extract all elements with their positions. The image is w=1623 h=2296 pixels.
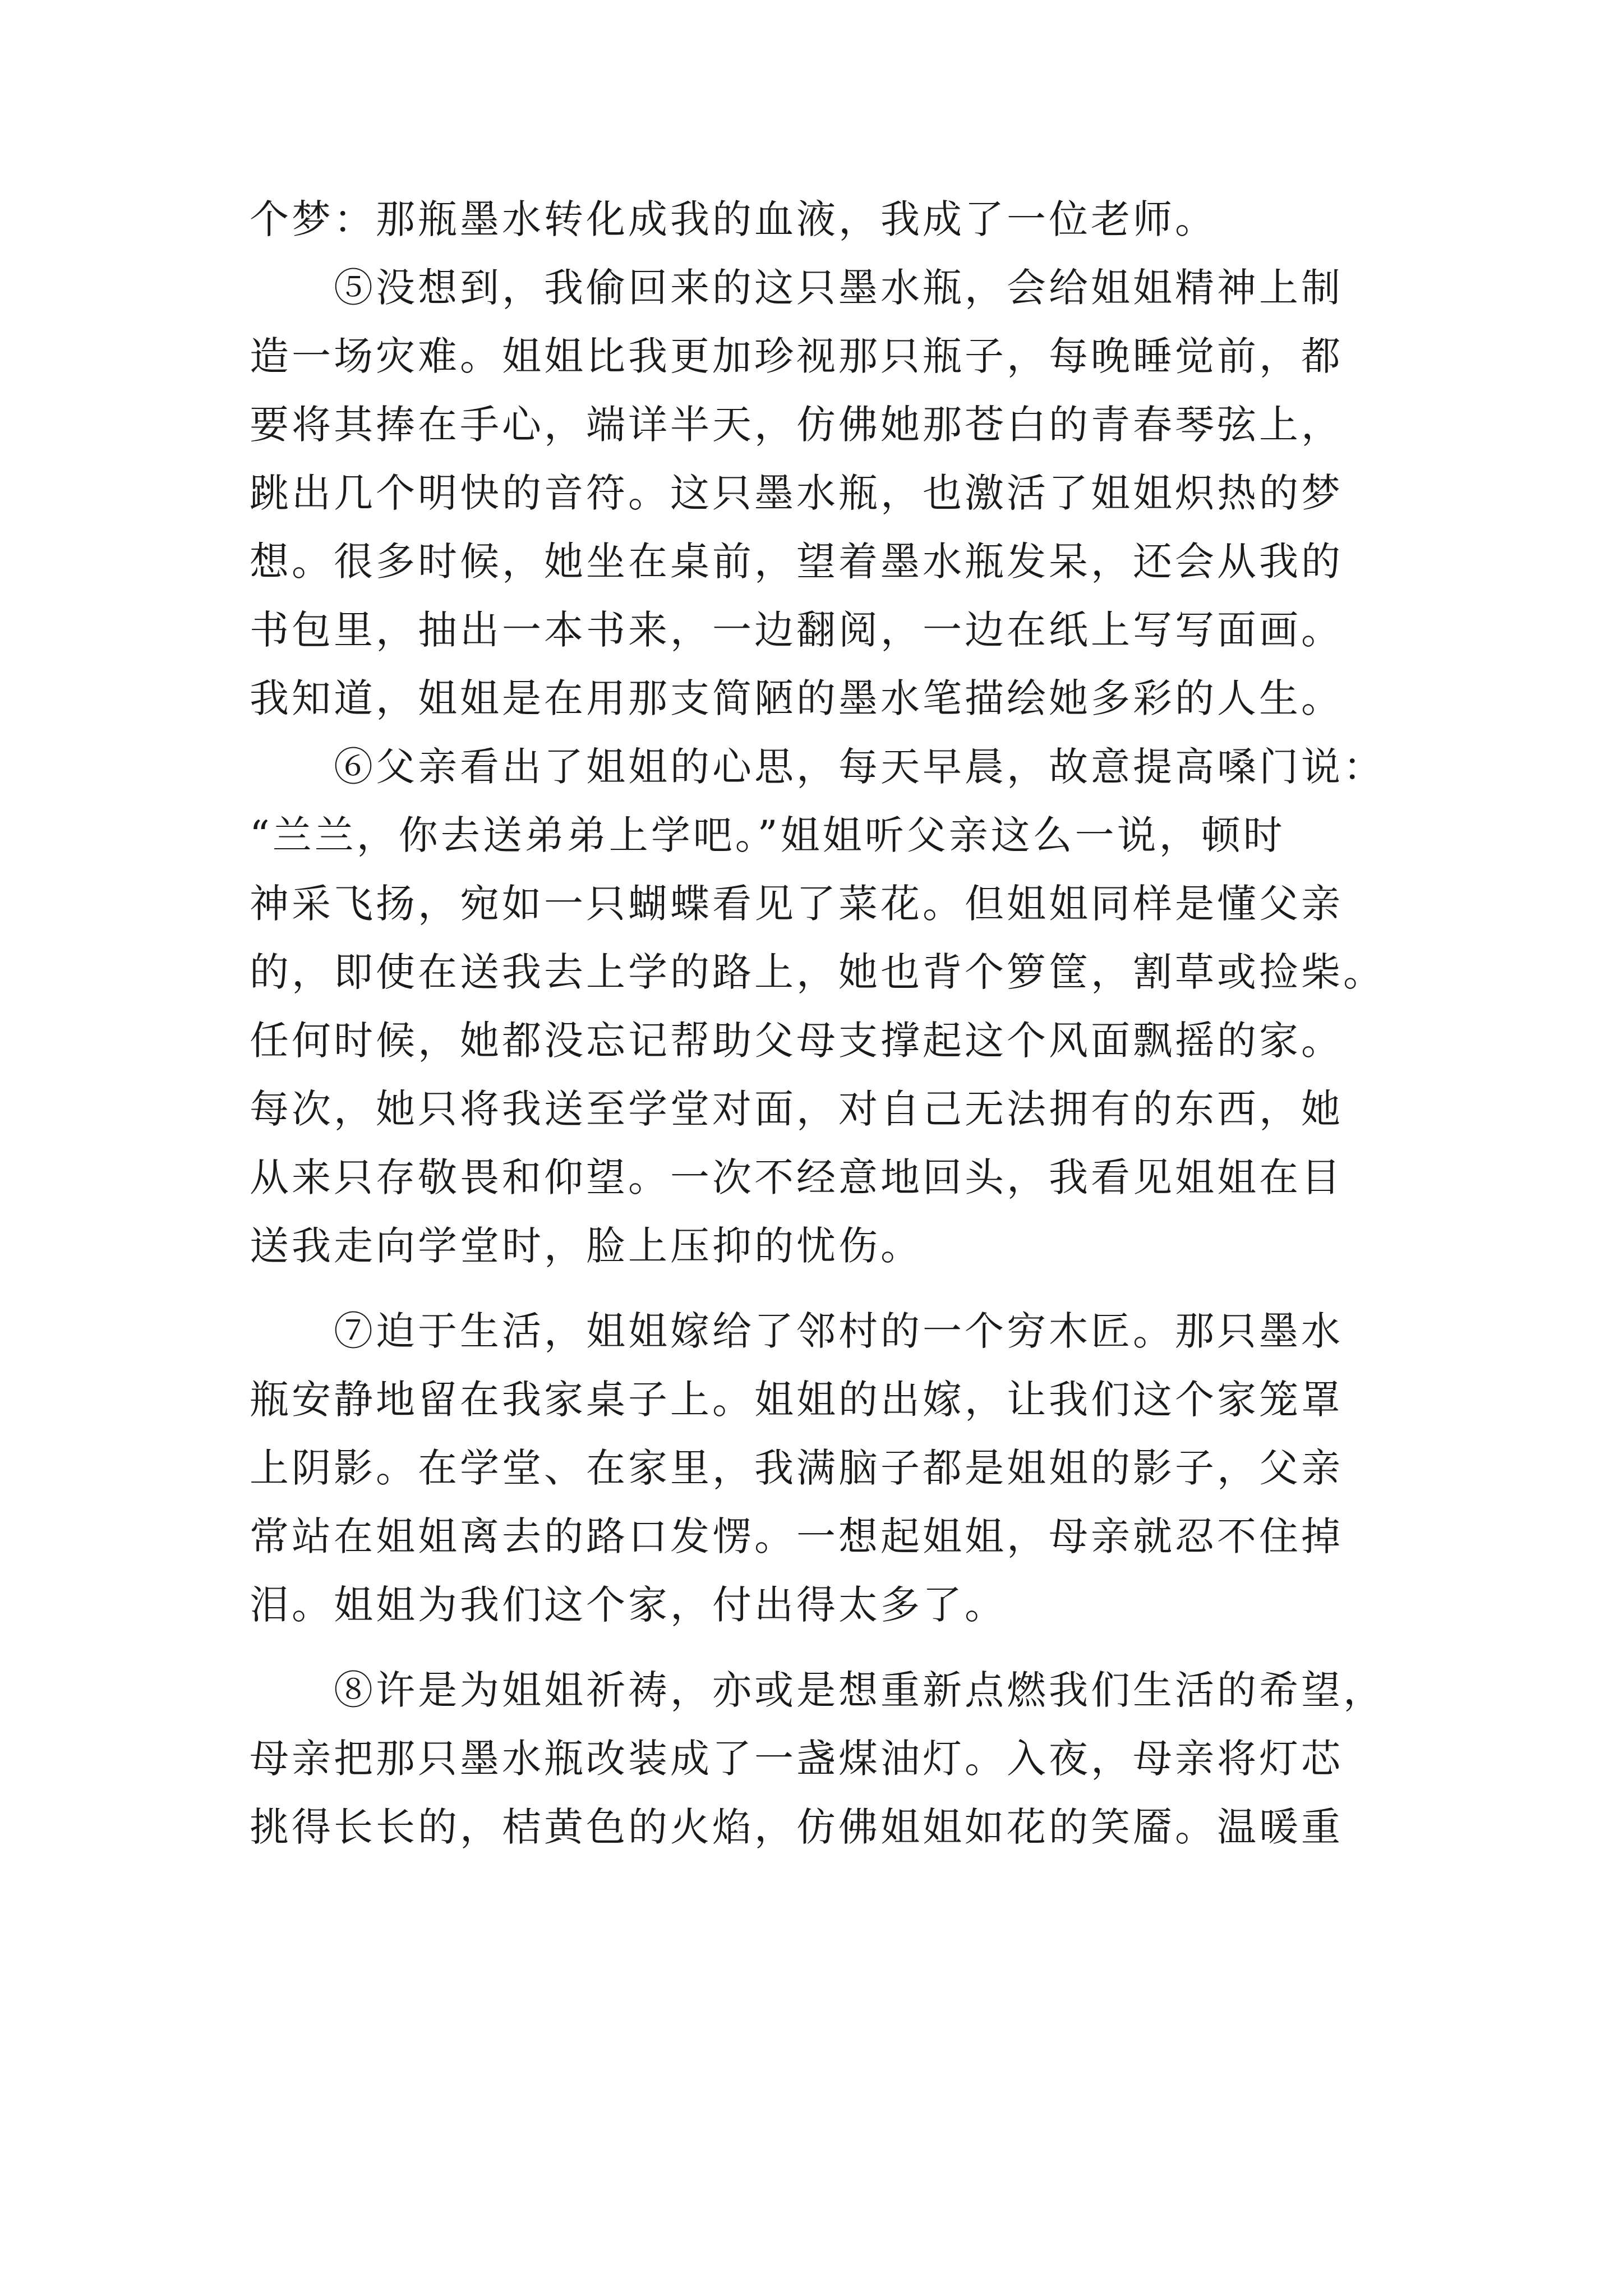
text-line: 上阴影。在学堂、在家里，我满脑子都是姐姐的影子，父亲 bbox=[250, 1445, 1343, 1491]
paragraph-6-start: ⑥父亲看出了姐姐的心思，每天早晨，故意提高嗓门说： bbox=[250, 744, 1385, 790]
text-line: 想。很多时候，她坐在桌前，望着墨水瓶发呆，还会从我的 bbox=[250, 539, 1343, 585]
text-body bbox=[250, 185, 1385, 1861]
text-line: 从来只存敬畏和仰望。一次不经意地回头，我看见姐姐在目 bbox=[250, 1154, 1343, 1200]
text-line: 跳出几个明快的音符。这只墨水瓶，也激活了姐姐炽热的梦 bbox=[250, 470, 1343, 516]
text-line: 神采飞扬，宛如一只蝴蝶看见了菜花。但姐姐同样是懂父亲 bbox=[250, 881, 1343, 927]
text-line: 瓶安静地留在我家桌子上。姐姐的出嫁，让我们这个家笼罩 bbox=[250, 1377, 1343, 1423]
paragraph-5-start: ⑤没想到，我偷回来的这只墨水瓶，会给姐姐精神上制 bbox=[250, 265, 1343, 311]
text-line: 我知道，姐姐是在用那支简陋的墨水笔描绘她多彩的人生。 bbox=[250, 675, 1343, 721]
text-line: 送我走向学堂时，脸上压抑的忧伤。 bbox=[250, 1223, 923, 1269]
text-line: 每次，她只将我送至学堂对面，对自己无法拥有的东西，她 bbox=[250, 1086, 1343, 1132]
text-line: 母亲把那只墨水瓶改装成了一盏煤油灯。入夜，母亲将灯芯 bbox=[250, 1736, 1343, 1782]
text-line: 常站在姐姐离去的路口发愣。一想起姐姐，母亲就忍不住掉 bbox=[250, 1513, 1343, 1559]
text-line: 的，即使在送我去上学的路上，她也背个箩筐，割草或捡柴。 bbox=[250, 949, 1385, 995]
text-line: 个梦：那瓶墨水转化成我的血液，我成了一位老师。 bbox=[250, 196, 1217, 242]
text-line: “兰兰，你去送弟弟上学吧。”姐姐听父亲这么一说，顿时 bbox=[250, 812, 1285, 858]
text-line: 泪。姐姐为我们这个家，付出得太多了。 bbox=[250, 1582, 1007, 1628]
paragraph-8-start: ⑧许是为姐姐祈祷，亦或是想重新点燃我们生活的希望， bbox=[250, 1667, 1385, 1713]
text-line: 要将其捧在手心，端详半天，仿佛她那苍白的青春琴弦上， bbox=[250, 402, 1343, 448]
paragraph-7-start: ⑦迫于生活，姐姐嫁给了邻村的一个穷木匠。那只墨水 bbox=[250, 1308, 1343, 1354]
text-line: 挑得长长的，桔黄色的火焰，仿佛姐姐如花的笑靥。温暖重 bbox=[250, 1804, 1343, 1850]
text-line: 书包里，抽出一本书来，一边翻阅，一边在纸上写写面画。 bbox=[250, 607, 1343, 653]
text-line: 造一场灾难。姐姐比我更加珍视那只瓶子，每晚睡觉前，都 bbox=[250, 333, 1343, 379]
text-line: 任何时候，她都没忘记帮助父母支撑起这个风面飘摇的家。 bbox=[250, 1018, 1343, 1064]
